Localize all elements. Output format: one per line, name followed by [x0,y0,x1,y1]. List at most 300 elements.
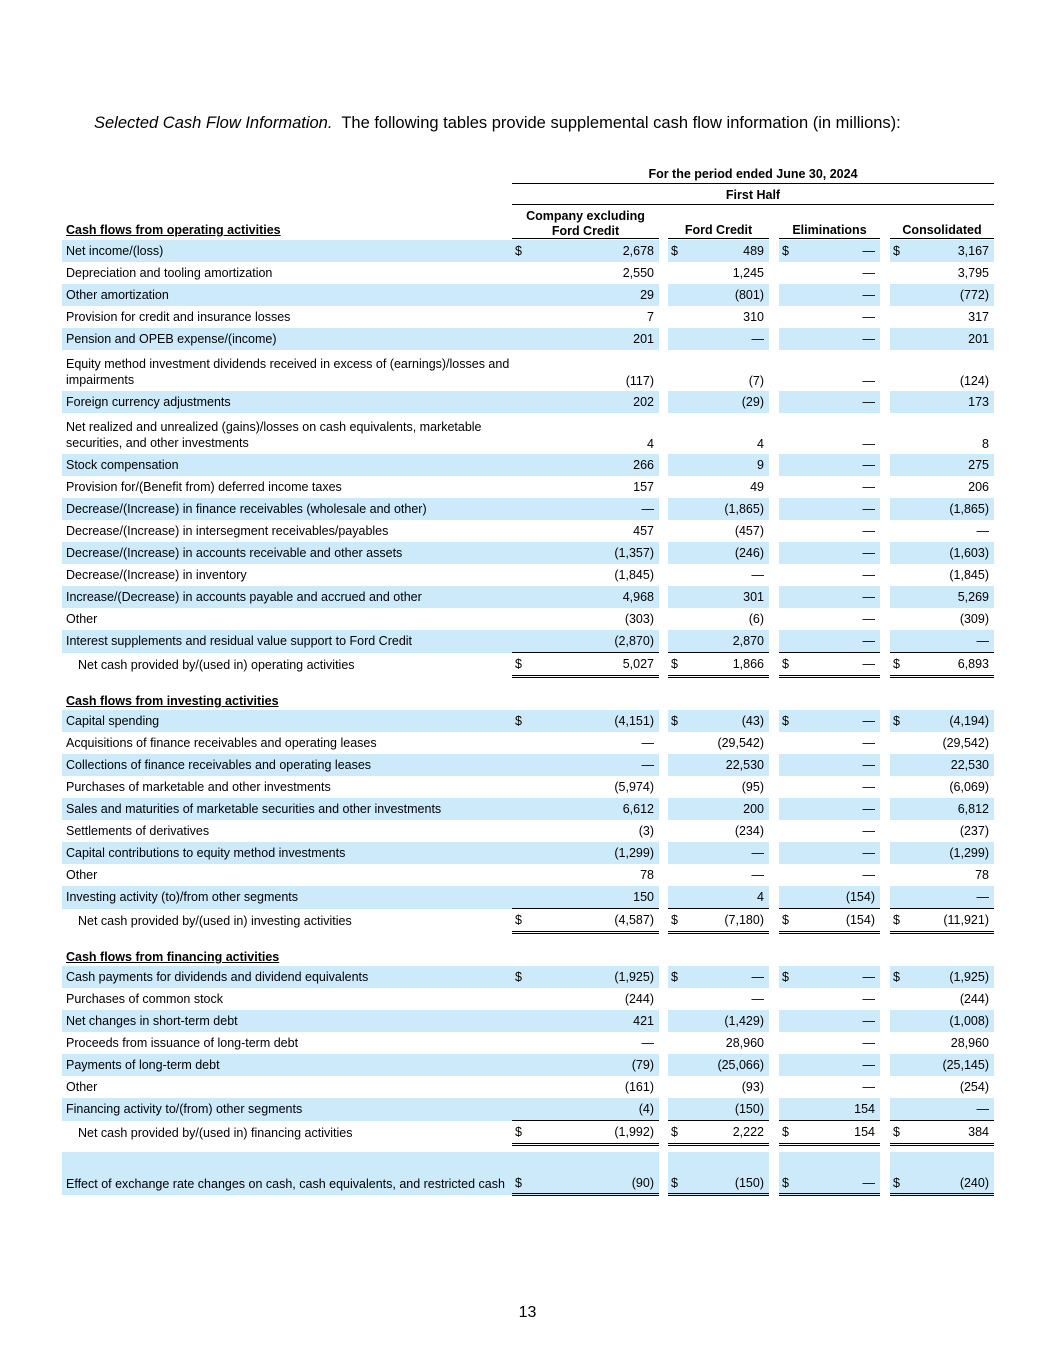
dollar-sign [668,1032,686,1054]
column-gap [880,776,890,798]
dollar-sign [779,413,797,454]
dollar-sign [668,476,686,498]
cell-value: (1,299) [908,842,994,864]
cell-value: (4) [530,1098,659,1121]
cell-value: (234) [734,824,764,838]
dollar-sign [668,988,686,1010]
column-gap [880,391,890,413]
column-gap [880,498,890,520]
dollar-sign [890,350,908,391]
cell-value: — [862,1036,875,1050]
cell-value: — [641,736,654,750]
dollar-sign [779,1032,797,1054]
dollar-sign [512,306,530,328]
intro-text: The following tables provide supplemental cash flow information (in millions): [341,114,901,132]
column-gap [880,608,890,630]
column-gap [769,988,779,1010]
cell-value: (244) [959,992,989,1006]
dollar-sign [890,1098,908,1121]
row-label: Cash payments for dividends and dividend equivalents [62,966,512,988]
dollar-sign [890,564,908,586]
spacer [62,1145,994,1153]
column-gap [659,732,668,754]
cell-value: 202 [530,391,659,413]
cell-value: 4 [757,437,764,451]
column-gap [769,350,779,391]
column-gap [659,586,668,608]
row-label: Purchases of marketable and other investments [66,780,331,794]
column-gap [769,776,779,798]
cell-value: 2,870 [686,630,769,653]
cell-value: (1,992) [530,1121,659,1145]
column-gap [769,284,779,306]
table-row [62,1032,994,1054]
cell-value: 201 [908,328,994,350]
column-gap [880,754,890,776]
dollar-sign [779,498,797,520]
table-row [62,262,994,284]
dollar-sign: $ [668,966,686,988]
column-gap [659,710,668,732]
intro-title: Selected Cash Flow Information. [94,114,333,132]
table-row [62,988,994,1010]
cell-value: (154) [797,886,880,909]
column-gap [769,966,779,988]
cell-value: 421 [530,1010,659,1032]
cell-value: (95) [741,780,764,794]
dollar-sign [779,564,797,586]
column-gap [769,454,779,476]
dollar-sign [890,820,908,842]
cell-value: — [862,612,875,626]
dollar-sign: $ [890,966,908,988]
dollar-sign: $ [890,1121,908,1145]
table-row [62,413,994,454]
row-label: Pension and OPEB expense/(income) [62,328,512,350]
column-gap [880,476,890,498]
cell-value: (29) [686,391,769,413]
row-label: Decrease/(Increase) in finance receivables (wholesale and other) [62,498,512,520]
row-label: Settlements of derivatives [66,824,210,838]
column-gap [659,966,668,988]
column-gap [659,864,668,886]
column-gap [659,284,668,306]
dollar-sign: $ [512,966,530,988]
column-gap [880,732,890,754]
row-label: Investing activity (to)/from other segments [62,886,512,909]
column-gap [659,1010,668,1032]
dollar-sign [890,988,908,1010]
column-gap [769,630,779,653]
cell-value: (1,865) [686,498,769,520]
dollar-sign: $ [890,909,908,933]
cell-value: (124) [959,374,989,388]
column-gap [880,988,890,1010]
dollar-sign: $ [890,653,908,677]
cell-value: 310 [743,310,764,324]
cell-value: 8 [982,437,989,451]
cell-value: — [797,798,880,820]
column-gap [659,653,668,677]
dollar-sign [512,608,530,630]
dollar-sign [668,454,686,476]
row-label: Foreign currency adjustments [62,391,512,413]
dollar-sign [779,1054,797,1076]
cell-value: — [797,842,880,864]
column-gap [880,520,890,542]
cell-value: (150) [686,1152,769,1195]
cell-value: 4 [647,437,654,451]
row-label: Collections of finance receivables and operating leases [62,754,512,776]
dollar-sign: $ [668,710,686,732]
column-gap [659,476,668,498]
dollar-sign [890,284,908,306]
dollar-sign: $ [668,1121,686,1145]
dollar-sign: $ [512,1152,530,1195]
cell-value: (1,357) [530,542,659,564]
cell-value: (457) [734,524,764,538]
column-gap [769,586,779,608]
period-header: For the period ended June 30, 2024 [648,167,858,181]
cell-value: — [797,710,880,732]
cell-value: (6) [748,612,764,626]
dollar-sign [512,988,530,1010]
row-label: Sales and maturities of marketable securities and other investments [62,798,512,820]
dollar-sign [668,798,686,820]
column-gap [659,391,668,413]
column-gap [659,498,668,520]
cell-value: — [797,653,880,677]
dollar-sign [779,776,797,798]
row-label: Acquisitions of finance receivables and operating leases [66,736,377,750]
dollar-sign: $ [512,240,530,262]
column-gap [659,1054,668,1076]
dollar-sign [890,732,908,754]
dollar-sign [668,608,686,630]
column-gap [659,1121,668,1145]
column-gap [769,864,779,886]
cell-value: (1,845) [949,568,989,582]
cell-value: 384 [908,1121,994,1145]
dollar-sign [512,350,530,391]
cell-value: — [862,780,875,794]
cell-value: 2,550 [622,266,654,280]
column-gap [659,262,668,284]
table-row [62,586,994,608]
table-row [62,328,994,350]
dollar-sign [890,476,908,498]
row-label: Provision for credit and insurance losses [66,310,291,324]
cell-value: 154 [797,1121,880,1145]
column-gap [769,1010,779,1032]
total-row [62,909,994,933]
dollar-sign [890,608,908,630]
cell-value: 489 [686,240,769,262]
dollar-sign [668,776,686,798]
cell-value: 1,245 [732,266,764,280]
dollar-sign: $ [779,909,797,933]
dollar-sign [779,1098,797,1121]
cell-value: — [797,1152,880,1195]
column-gap [659,413,668,454]
dollar-sign [779,864,797,886]
dollar-sign [890,413,908,454]
dollar-sign [668,732,686,754]
row-label: Net income/(loss) [62,240,512,262]
column-gap [769,262,779,284]
dollar-sign [779,1076,797,1098]
cell-value: — [797,966,880,988]
column-gap [659,520,668,542]
table-row [62,1076,994,1098]
dollar-sign [512,542,530,564]
section-title: Cash flows from investing activities [66,694,279,708]
col-header-company: Company excluding Ford Credit [512,209,659,239]
dollar-sign: $ [779,710,797,732]
cell-value: — [862,824,875,838]
cell-value: — [862,374,875,388]
row-label: Payments of long-term debt [62,1054,512,1076]
row-label: Depreciation and tooling amortization [66,266,273,280]
dollar-sign [779,306,797,328]
cell-value: — [797,454,880,476]
dollar-sign [512,262,530,284]
column-gap [659,776,668,798]
cell-value: — [797,284,880,306]
dollar-sign [512,842,530,864]
dollar-sign: $ [668,1152,686,1195]
dollar-sign: $ [512,909,530,933]
dollar-sign [668,328,686,350]
dollar-sign [890,754,908,776]
dollar-sign [512,1054,530,1076]
column-gap [880,454,890,476]
column-gap [769,328,779,350]
cell-value: (5,974) [614,780,654,794]
column-gap [880,542,890,564]
row-label: Interest supplements and residual value support to Ford Credit [62,630,512,653]
dollar-sign [890,864,908,886]
row-label: Increase/(Decrease) in accounts payable and accrued and other [62,586,512,608]
table-row [62,284,994,306]
section-title: Cash flows from financing activities [66,950,280,964]
cell-value: 457 [633,524,654,538]
cell-value: — [686,328,769,350]
dollar-sign [779,391,797,413]
cell-value: 266 [530,454,659,476]
dollar-sign [668,864,686,886]
cell-value: — [797,630,880,653]
dollar-sign [668,630,686,653]
dollar-sign [890,520,908,542]
row-label: Net cash provided by/(used in) investing activities [78,913,352,928]
column-gap [880,1098,890,1121]
cell-value: (246) [686,542,769,564]
column-gap [659,350,668,391]
dollar-sign [779,262,797,284]
column-gap [769,1032,779,1054]
column-gap [659,909,668,933]
cell-value: — [862,992,875,1006]
cell-value: (1,429) [686,1010,769,1032]
column-gap [880,909,890,933]
cell-value: (25,145) [908,1054,994,1076]
dollar-sign [890,391,908,413]
cell-value: — [751,868,764,882]
dollar-sign: $ [512,653,530,677]
table-row [62,776,994,798]
cell-value: — [797,391,880,413]
cell-value: (150) [686,1098,769,1121]
column-gap [659,328,668,350]
dollar-sign [668,1098,686,1121]
cell-value: — [862,266,875,280]
table-row [62,710,994,732]
dollar-sign [890,798,908,820]
column-gap [769,886,779,909]
table-row [62,966,994,988]
cell-value: (1,845) [614,568,654,582]
dollar-sign [668,284,686,306]
dollar-sign [779,608,797,630]
cell-value: — [797,240,880,262]
column-gap [659,240,668,262]
cell-value: — [641,1036,654,1050]
cell-value: — [908,630,994,653]
cell-value: 3,795 [957,266,989,280]
column-gap [659,988,668,1010]
column-gap [659,1076,668,1098]
cell-value: 78 [640,868,654,882]
cell-value: (309) [959,612,989,626]
dollar-sign [512,886,530,909]
dollar-sign [779,520,797,542]
cell-value: 150 [530,886,659,909]
dollar-sign [668,498,686,520]
column-gap [880,710,890,732]
table-row [62,608,994,630]
dollar-sign [890,542,908,564]
dollar-sign [668,1054,686,1076]
column-gap [880,842,890,864]
cell-value: (7) [748,374,764,388]
row-label: Capital contributions to equity method investments [62,842,512,864]
column-gap [880,820,890,842]
cell-value: (4,194) [908,710,994,732]
cell-value: 5,027 [530,653,659,677]
cell-value: (6,069) [949,780,989,794]
dollar-sign [779,842,797,864]
column-gap [769,542,779,564]
column-gap [659,564,668,586]
dollar-sign [512,1032,530,1054]
dollar-sign [890,630,908,653]
table-row [62,1010,994,1032]
column-gap [880,284,890,306]
dollar-sign [890,454,908,476]
cell-value: — [797,328,880,350]
table-row [62,520,994,542]
dollar-sign [512,498,530,520]
column-gap [769,476,779,498]
cell-value: 28,960 [950,1036,989,1050]
dollar-sign [512,820,530,842]
cell-value: (117) [625,374,654,388]
dollar-sign [890,842,908,864]
cell-value: — [908,1098,994,1121]
column-gap [880,306,890,328]
cell-value: — [862,1080,875,1094]
cell-value: — [908,886,994,909]
row-label: Proceeds from issuance of long-term debt [66,1036,299,1050]
intro-paragraph [94,114,901,133]
table-row [62,476,994,498]
row-label: Stock compensation [62,454,512,476]
cell-value: — [862,524,875,538]
cell-value: — [862,437,875,451]
cell-value: (1,603) [908,542,994,564]
dollar-sign [668,262,686,284]
col-header-ford-credit: Ford Credit [668,223,769,239]
cell-value: (244) [624,992,654,1006]
cell-value: — [862,736,875,750]
cell-value: — [751,568,764,582]
cell-value: (11,921) [908,909,994,933]
row-label: Other [66,612,98,626]
dollar-sign [779,586,797,608]
dollar-sign [512,391,530,413]
section-header-row [62,677,994,711]
cell-value: 6,612 [530,798,659,820]
table-row [62,1152,994,1195]
dollar-sign [512,520,530,542]
cell-value: (1,925) [908,966,994,988]
dollar-sign [890,1010,908,1032]
dollar-sign [779,798,797,820]
table-row [62,820,994,842]
dollar-sign: $ [890,240,908,262]
page-number: 13 [518,1304,537,1321]
cell-value: — [797,586,880,608]
column-gap [659,886,668,909]
dollar-sign [779,542,797,564]
column-gap [659,454,668,476]
dollar-sign [890,306,908,328]
cell-value: 173 [908,391,994,413]
cell-value: — [862,868,875,882]
dollar-sign: $ [668,653,686,677]
column-gap [769,732,779,754]
cell-value: (303) [624,612,654,626]
dollar-sign [512,328,530,350]
cell-value: 4,968 [530,586,659,608]
table-row [62,240,994,262]
column-gap [659,630,668,653]
dollar-sign [890,1054,908,1076]
cell-value: 4 [686,886,769,909]
table-row [62,864,994,886]
dollar-sign [668,1010,686,1032]
cell-value: — [862,568,875,582]
cell-value: (90) [530,1152,659,1195]
column-gap [769,1076,779,1098]
table-row [62,886,994,909]
dollar-sign [890,886,908,909]
column-gap [769,240,779,262]
column-gap [769,820,779,842]
column-gap [880,1152,890,1195]
row-label: Other amortization [62,284,512,306]
